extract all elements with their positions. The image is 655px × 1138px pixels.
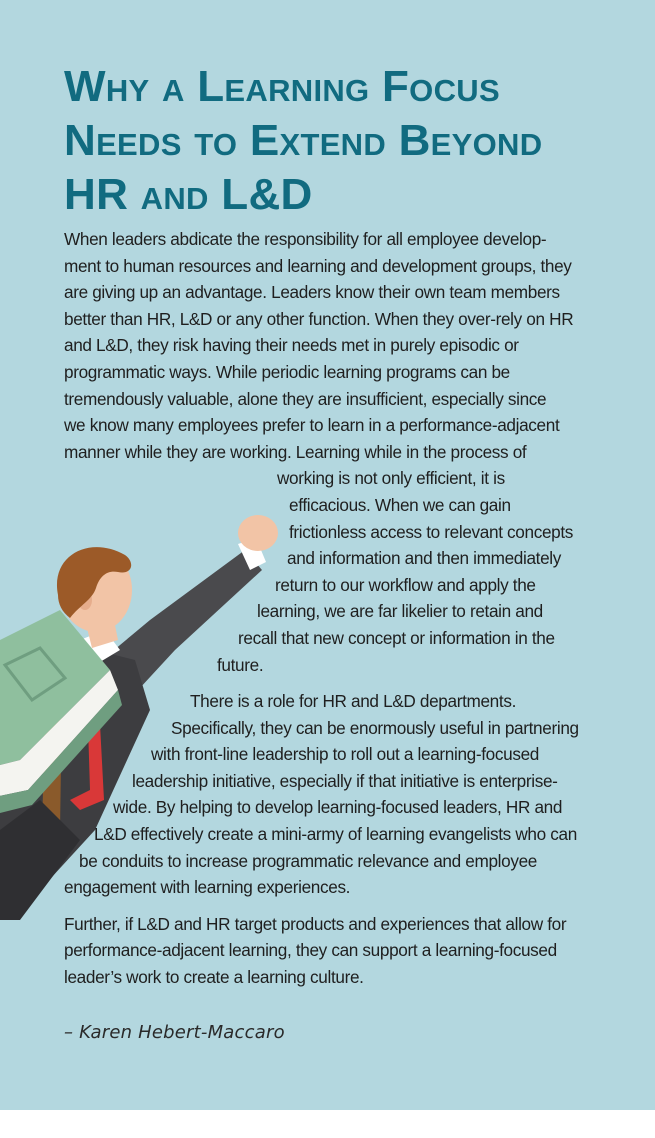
article-body: [0, 226, 655, 991]
paragraph-1-line: and information and then immediately: [287, 548, 562, 569]
paragraph-2-line: wide. By helping to develop learning-focused leaders, HR and: [113, 797, 563, 818]
paragraph-2-line: leadership initiative, especially if that initiative is enterprise-: [132, 770, 558, 791]
paragraph-1-line: tremendously valuable, alone they are insufficient, especially since: [64, 388, 547, 409]
paragraph-1-line: efficacious. When we can gain: [289, 494, 511, 515]
paragraph-1-line: future.: [217, 654, 264, 675]
paragraph-1-line: programmatic ways. While periodic learning programs can be: [64, 361, 510, 382]
title-line: HR and L&D: [64, 170, 313, 219]
paragraph-1-line: return to our workflow and apply the: [275, 574, 536, 595]
author-signature: – Karen Hebert-Maccaro: [64, 1022, 285, 1043]
sidebar-title: [64, 60, 644, 222]
paragraph-2-line: engagement with learning experiences.: [64, 877, 351, 898]
title-line: Needs to Extend Beyond: [64, 116, 543, 165]
paragraph-2-line: with front-line leadership to roll out a learning-focused: [151, 744, 540, 765]
paragraph-1-line: better than HR, L&D or any other function. When they over-rely on HR: [64, 308, 574, 329]
paragraph-2-line: Specifically, they can be enormously useful in partnering: [171, 717, 579, 738]
paragraph-3-line: leader’s work to create a learning culture.: [64, 967, 364, 988]
paragraph-1-line: and L&D, they risk having their needs met in purely episodic or: [64, 335, 519, 356]
paragraph-1-line: ment to human resources and learning and development groups, they: [64, 255, 572, 276]
title-line: Why a Learning Focus: [64, 62, 500, 111]
paragraph-2-line: be conduits to increase programmatic relevance and employee: [79, 850, 537, 871]
paragraph-1-line: learning, we are far likelier to retain and: [257, 601, 543, 622]
paragraph-1-line: manner while they are working. Learning while in the process of: [64, 441, 527, 462]
paragraph-1-line: When leaders abdicate the responsibility for all employee develop-: [64, 229, 547, 249]
paragraph-1-line: working is not only efficient, it is: [277, 468, 505, 489]
paragraph-2-line: There is a role for HR and L&D departments.: [190, 691, 516, 712]
paragraph-1-line: are giving up an advantage. Leaders know their own team members: [64, 282, 560, 303]
paragraph-1-line: frictionless access to relevant concepts: [289, 521, 574, 542]
paragraph-3-line: performance-adjacent learning, they can support a learning-focused: [64, 940, 557, 961]
paragraph-3-line: Further, if L&D and HR target products and experiences that allow for: [64, 913, 567, 934]
paragraph-1-line: recall that new concept or information in the: [238, 627, 555, 648]
paragraph-1-line: we know many employees prefer to learn in a performance-adjacent: [64, 415, 560, 436]
paragraph-2-line: L&D effectively create a mini-army of learning evangelists who can: [94, 824, 577, 845]
